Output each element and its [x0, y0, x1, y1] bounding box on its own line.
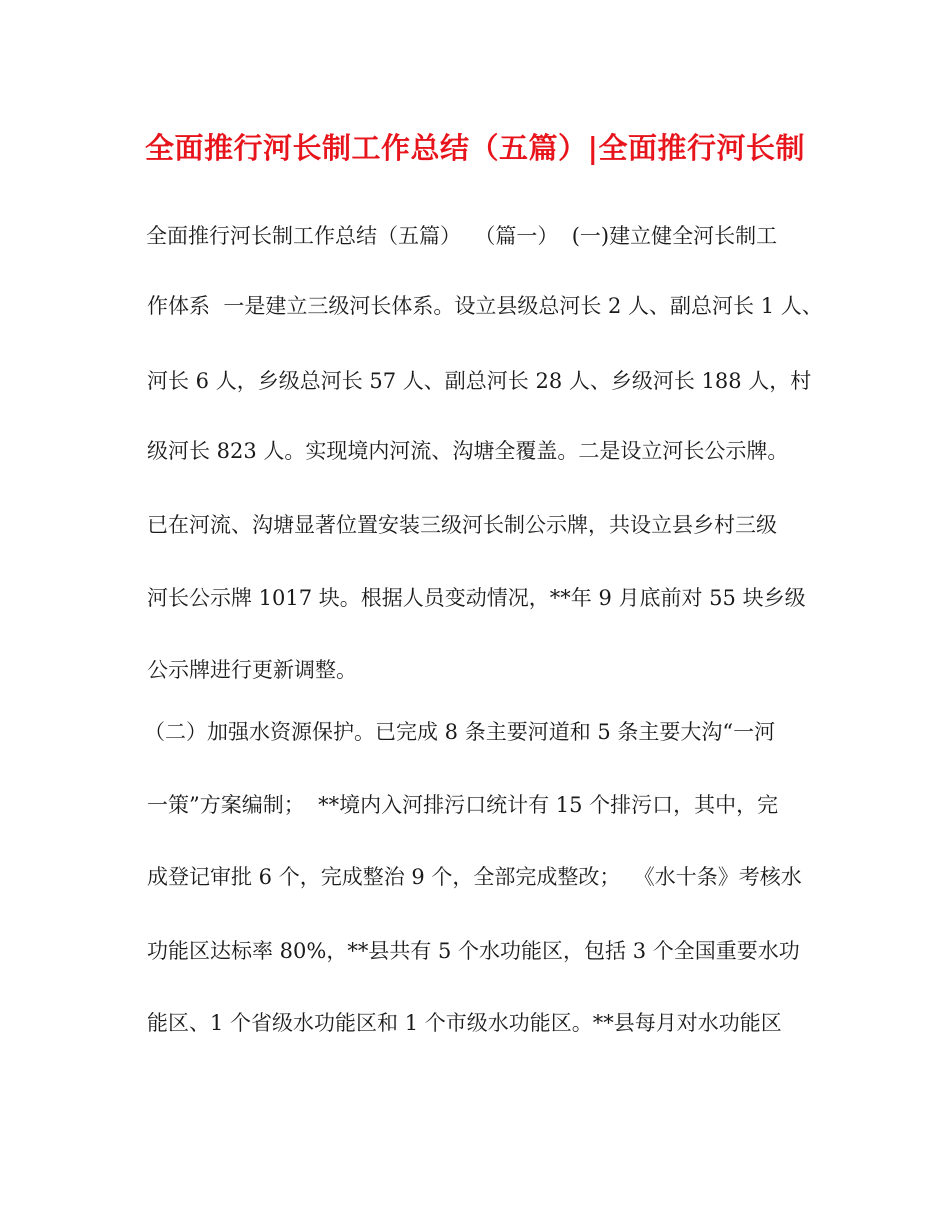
body-line-12: 能区、1 个省级水功能区和 1 个市级水功能区。**县每月对水功能区 — [147, 1011, 782, 1035]
body-line-8: （二）加强水资源保护。已完成 8 条主要河道和 5 条主要大沟“一河 — [144, 720, 776, 744]
body-line-2: 作体系 一是建立三级河长体系。设立县级总河长 2 人、副总河长 1 人、 — [147, 294, 823, 318]
body-line-9: 一策”方案编制； **境内入河排污口统计有 15 个排污口，其中，完 — [147, 793, 779, 817]
body-line-5: 已在河流、沟塘显著位置安装三级河长制公示牌，共设立县乡村三级 — [147, 513, 777, 537]
body-line-7: 公示牌进行更新调整。 — [147, 658, 357, 682]
body-line-11: 功能区达标率 80%，**县共有 5 个水功能区，包括 3 个全国重要水功 — [147, 939, 800, 963]
body-line-4: 级河长 823 人。实现境内河流、沟塘全覆盖。二是设立河长公示牌。 — [147, 439, 789, 463]
body-line-1: 全面推行河长制工作总结（五篇） （篇一） (一)建立健全河长制工 — [146, 224, 778, 248]
body-line-6: 河长公示牌 1017 块。根据人员变动情况，**年 9 月底前对 55 块乡级 — [147, 586, 806, 610]
body-line-3: 河长 6 人，乡级总河长 57 人、副总河长 28 人、乡级河长 188 人，村 — [147, 369, 812, 393]
body-line-10: 成登记审批 6 个，完成整治 9 个，全部完成整改； 《水十条》考核水 — [147, 865, 802, 889]
document-title: 全面推行河长制工作总结（五篇）|全面推行河长制 — [144, 131, 806, 165]
